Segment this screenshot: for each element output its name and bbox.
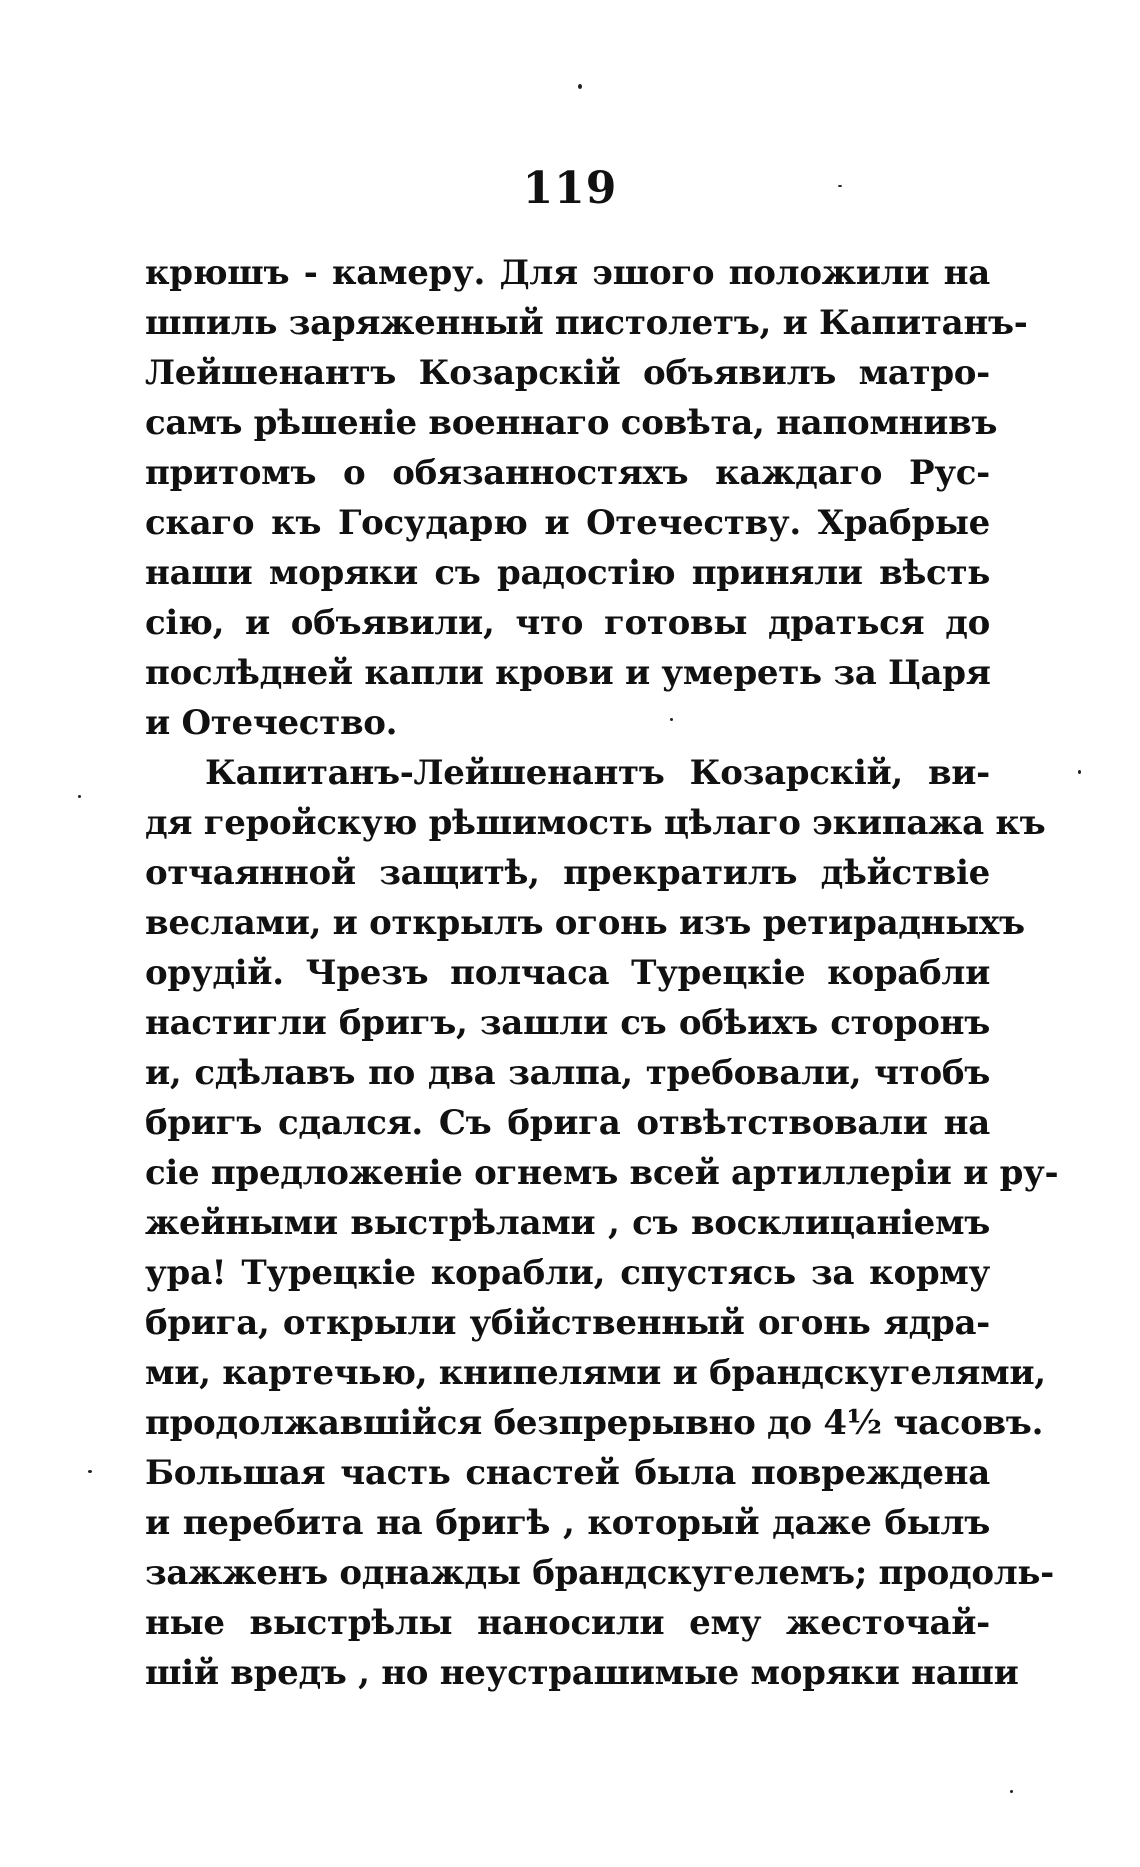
text-line: притомъ о обязанностяхъ каждаго Рус- <box>145 453 990 493</box>
text-line: Большая часть снастей была повреждена <box>145 1453 990 1493</box>
paragraph-end-line: и Отечество. <box>145 703 398 743</box>
text-line: Лейшенантъ Козарскій объявилъ матро- <box>145 353 990 393</box>
text-line: брига, открыли убійственный огонь ядра- <box>145 1303 990 1343</box>
text-line: послѣдней капли крови и умереть за Царя <box>145 653 991 693</box>
text-line: и перебита на бригѣ , который даже былъ <box>145 1503 990 1543</box>
text-line: и, сдѣлавъ по два залпа, требовали, чтобъ <box>145 1053 990 1093</box>
text-line: ные выстрѣлы наносили ему жесточай- <box>145 1603 990 1643</box>
text-line: шпиль заряженный пистолетъ, и Капитанъ- <box>145 303 1028 343</box>
scan-speck <box>1078 770 1081 774</box>
paragraph-start-line: Капитанъ-Лейшенантъ Козарскій, ви- <box>205 753 990 793</box>
text-line: скаго къ Государю и Отечеству. Храбрые <box>145 503 990 543</box>
text-line: дя геройскую рѣшимость цѣлаго экипажа къ <box>145 803 1046 843</box>
scan-speck <box>838 185 842 187</box>
text-line: ми, картечью, книпелями и брандскугелями, <box>145 1353 1046 1393</box>
scan-speck <box>578 84 582 89</box>
text-line: зажженъ однажды брандскугелемъ; продоль- <box>145 1553 1054 1593</box>
text-line: сіе предложеніе огнемъ всей артиллеріи и ру- <box>145 1153 1059 1193</box>
text-line: шій вредъ , но неустрашимые моряки наши <box>145 1653 1019 1693</box>
scan-speck <box>1010 1790 1013 1793</box>
text-line: ура! Турецкіе корабли, спустясь за корму <box>145 1253 990 1293</box>
body-text <box>145 248 1059 1698</box>
text-line: наши моряки съ радостію приняли вѣсть <box>145 553 990 593</box>
scan-speck <box>670 718 673 721</box>
text-line: жейными выстрѣлами , съ восклицаніемъ <box>145 1203 990 1243</box>
text-line: самъ рѣшеніе военнаго совѣта, напомнивъ <box>145 403 998 443</box>
text-line: отчаянной защитѣ, прекратилъ дѣйствіе <box>145 853 990 893</box>
text-line: настигли бригъ, зашли съ обѣихъ сторонъ <box>145 1003 990 1043</box>
text-line: веслами, и открылъ огонь изъ ретирадныхъ <box>145 903 1025 943</box>
text-line: сію, и объявили, что готовы драться до <box>145 603 990 643</box>
text-line: бригъ сдался. Съ брига отвѣтствовали на <box>145 1103 990 1143</box>
text-line: продолжавшійся безпрерывно до 4½ часовъ. <box>145 1403 1044 1443</box>
scan-speck <box>88 1470 92 1473</box>
text-line: крюшъ - камеру. Для эшого положили на <box>145 253 990 293</box>
scan-speck <box>78 795 81 798</box>
text-line: орудій. Чрезъ полчаса Турецкіе корабли <box>145 953 990 993</box>
page-number: 119 <box>522 163 618 214</box>
